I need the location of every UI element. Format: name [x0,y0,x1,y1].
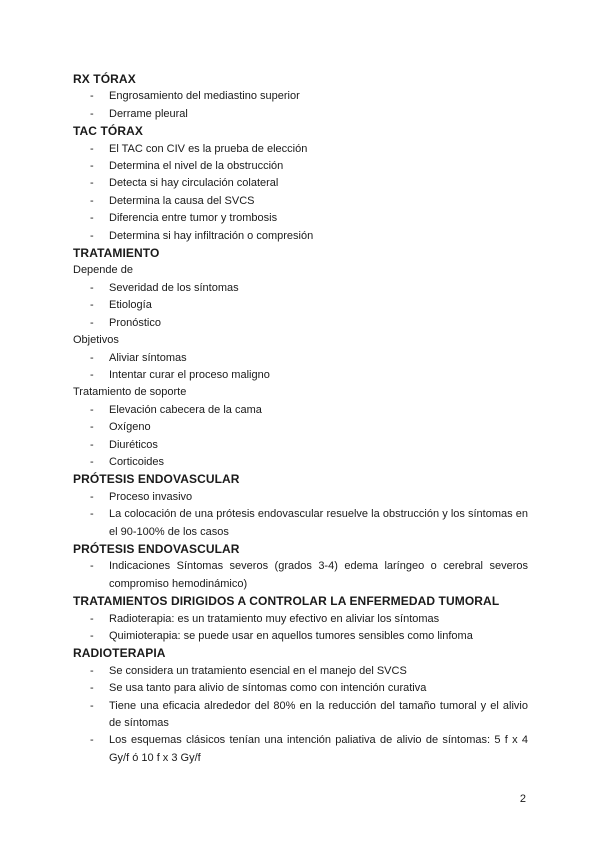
list-item: - El TAC con CIV es la prueba de elección [73,141,528,158]
document-body [73,71,528,767]
list-item: - Derrame pleural [73,106,528,123]
list-item: - Quimioterapia: se puede usar en aquellos tumores sensibles como linfoma [73,628,528,645]
objetivos-list [73,350,528,385]
subsection-label-depende-de: Depende de [73,264,133,277]
section-heading-tac-torax: TAC TÓRAX [73,124,144,139]
list-item: - Intentar curar el proceso maligno [73,367,528,384]
protesis-1-list [73,489,528,541]
list-item: - Determina la causa del SVCS [73,193,528,210]
list-item: - Oxígeno [73,419,528,436]
list-item: - Indicaciones Síntomas severos (grados 3-4) edema laríngeo o cerebral severos compromiso hemodinámico) [73,558,528,593]
list-item: - Diferencia entre tumor y trombosis [73,210,528,227]
depende-de-list [73,280,528,332]
list-item: - Aliviar síntomas [73,350,528,367]
radioterapia-list [73,663,528,767]
list-item: - Determina si hay infiltración o compresión [73,228,528,245]
section-heading-tratamiento: TRATAMIENTO [73,246,160,261]
list-item: - Etiología [73,297,528,314]
page-number: 2 [519,793,526,805]
list-item: - Se usa tanto para alivio de síntomas como con intención curativa [73,680,528,697]
section-heading-tratamientos-dirigidos: TRATAMIENTOS DIRIGIDOS A CONTROLAR LA ENFERMEDAD TUMORAL [73,594,500,609]
tratamientos-dirigidos-list [73,611,528,646]
list-item: - Elevación cabecera de la cama [73,402,528,419]
subsection-label-soporte: Tratamiento de soporte [73,386,187,399]
list-item: - Radioterapia: es un tratamiento muy efectivo en aliviar los síntomas [73,611,528,628]
rx-torax-list [73,88,528,123]
list-item: - Tiene una eficacia alrededor del 80% en la reducción del tamaño tumoral y el alivio de síntomas [73,698,528,733]
list-item: - Proceso invasivo [73,489,528,506]
list-item: - Corticoides [73,454,528,471]
section-heading-protesis-1: PRÓTESIS ENDOVASCULAR [73,472,240,487]
list-item: - Severidad de los síntomas [73,280,528,297]
list-item: - La colocación de una prótesis endovascular resuelve la obstrucción y los síntomas en el 90-100% de los casos [73,506,528,541]
list-item: - Diuréticos [73,437,528,454]
section-heading-protesis-2: PRÓTESIS ENDOVASCULAR [73,541,240,556]
section-heading-rx-torax: RX TÓRAX [73,72,136,86]
list-item: - Los esquemas clásicos tenían una intención paliativa de alivio de síntomas: 5 f x 4 Gy/f ó 10 f x 3 Gy/f [73,732,528,767]
list-item: - Engrosamiento del mediastino superior [73,88,528,105]
list-item: - Se considera un tratamiento esencial en el manejo del SVCS [73,663,528,680]
tac-torax-list [73,141,528,245]
subsection-label-objetivos: Objetivos [73,334,119,347]
section-heading-radioterapia: RADIOTERAPIA [73,646,166,661]
list-item: - Pronóstico [73,315,528,332]
soporte-list [73,402,528,472]
protesis-2-list [73,558,528,593]
list-item: - Detecta si hay circulación colateral [73,175,528,192]
list-item: - Determina el nivel de la obstrucción [73,158,528,175]
